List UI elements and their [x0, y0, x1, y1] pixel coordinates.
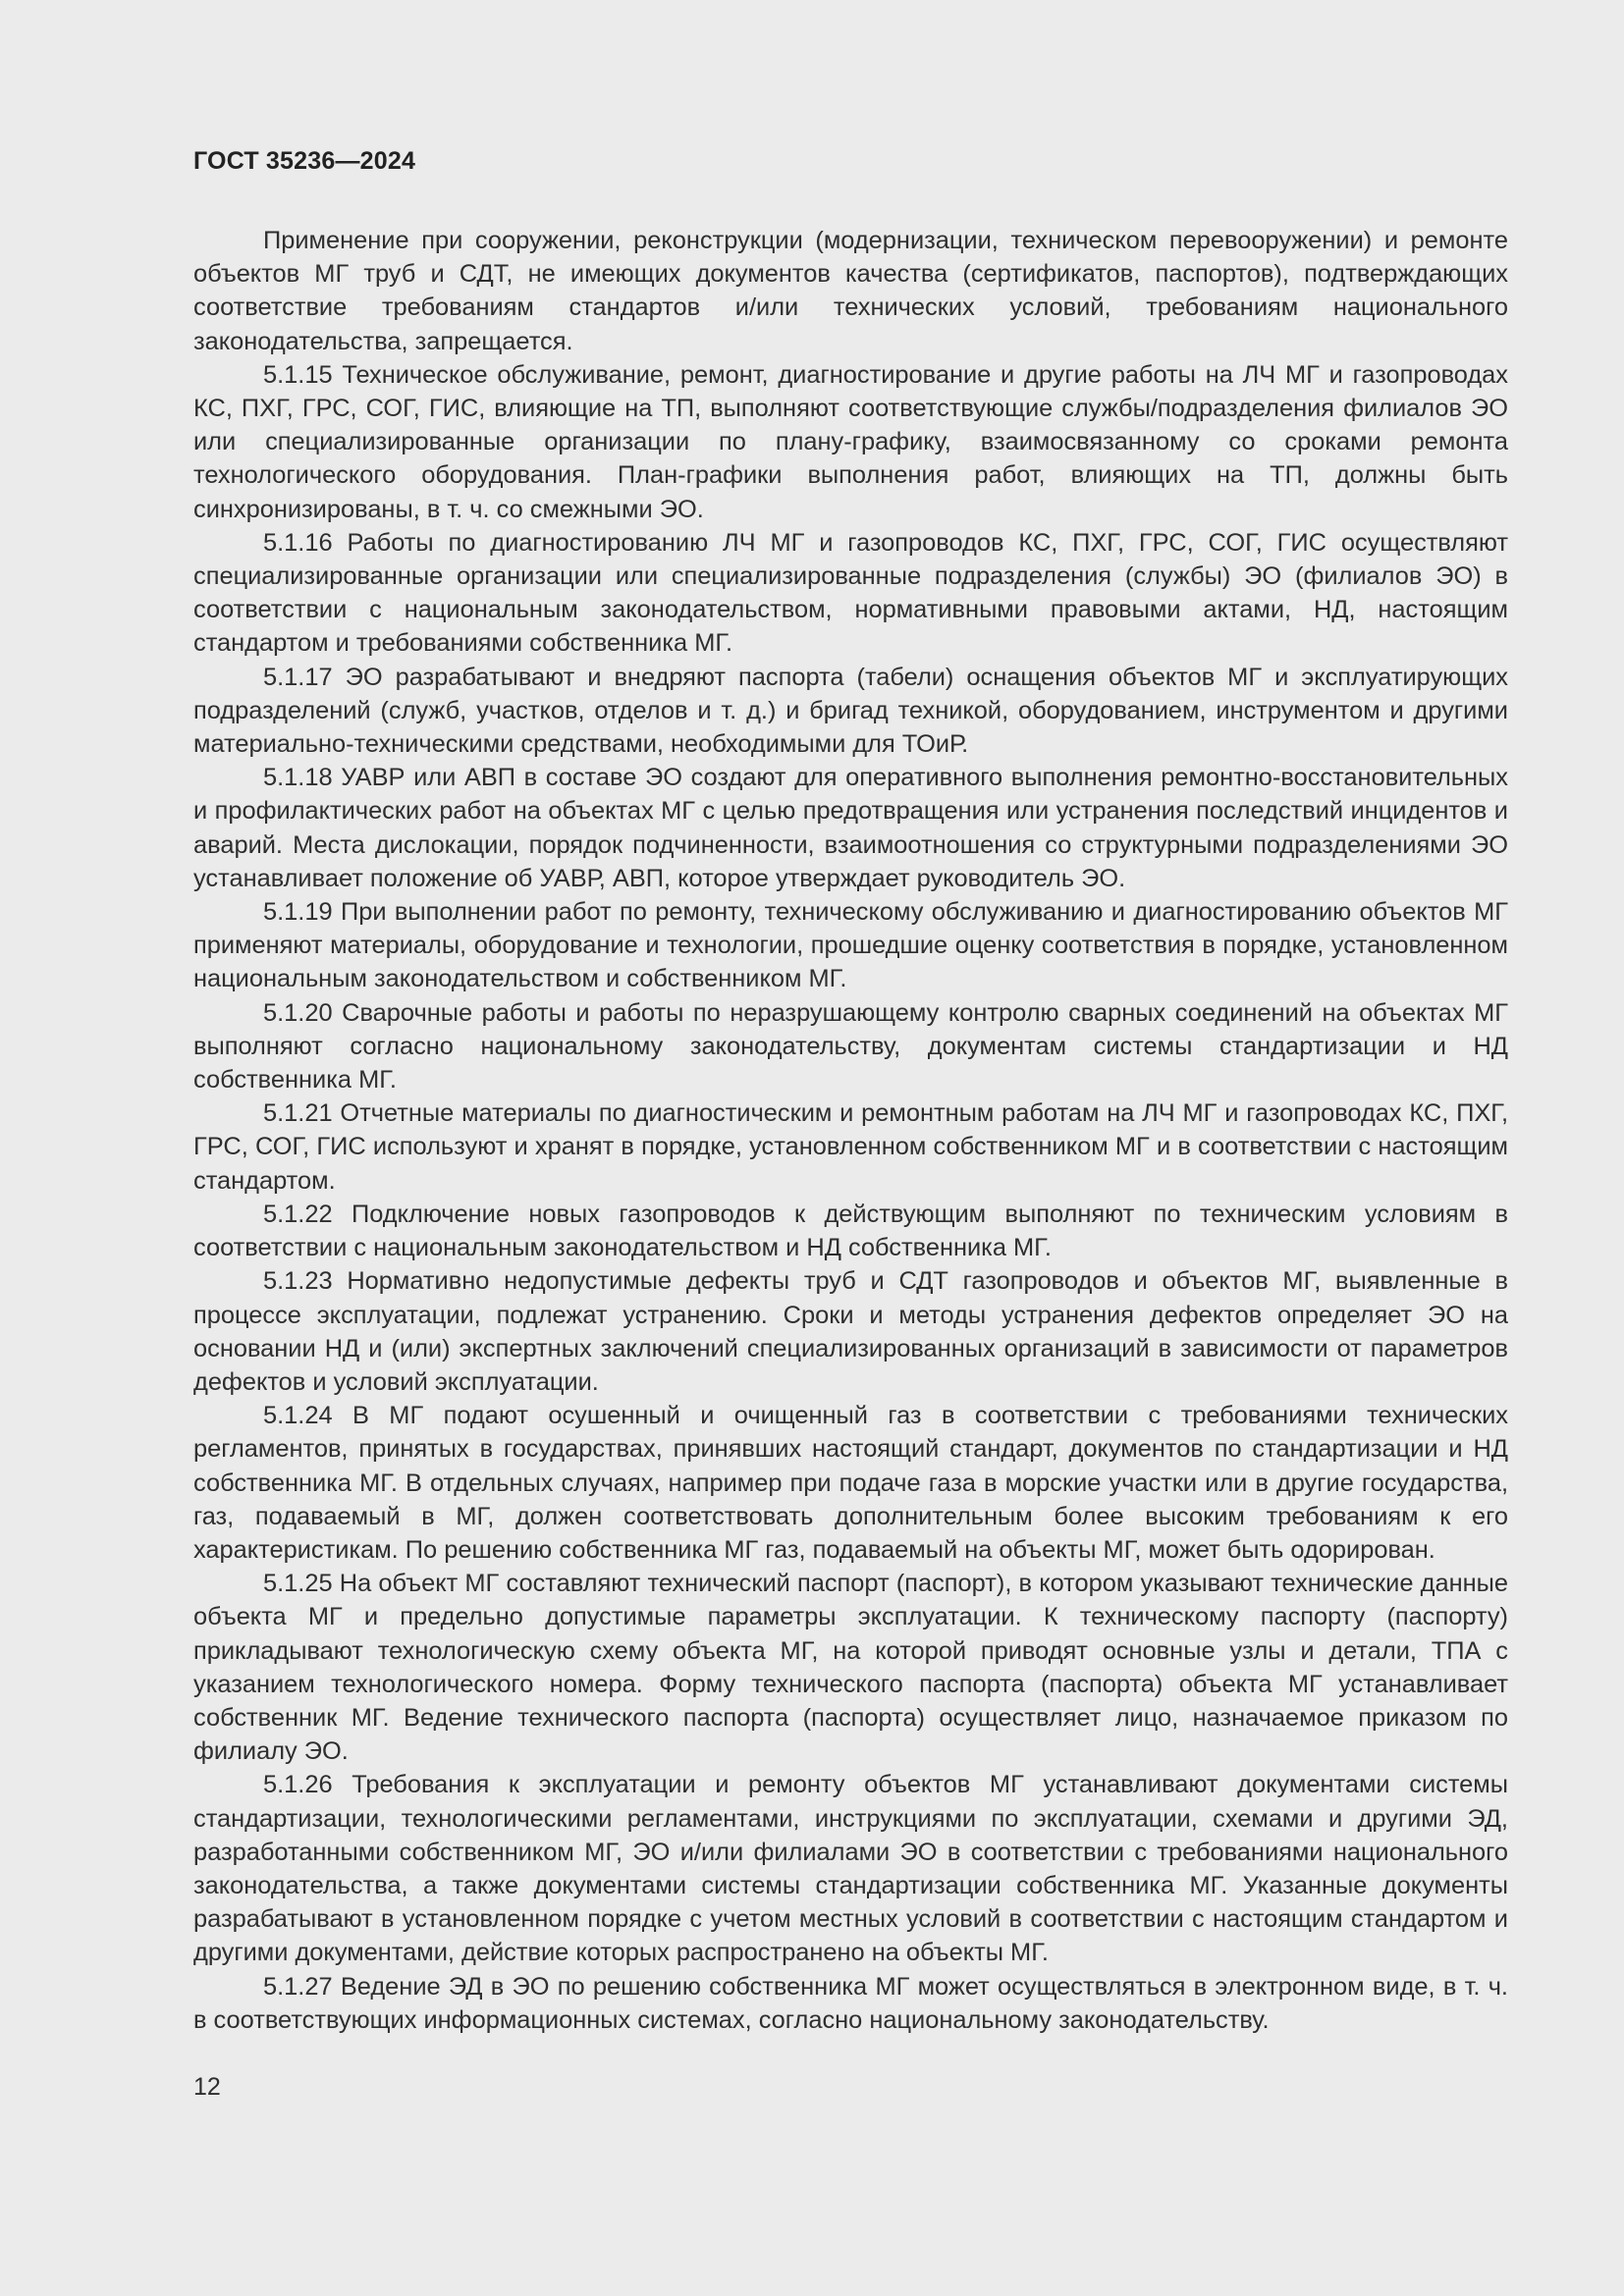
paragraph-5-1-25: 5.1.25 На объект МГ составляют технический паспорт (паспорт), в котором указывают технические данные объекта МГ и предельно допустимые параметры эксплуатации. К техническому паспорту (паспорту) прикладывают технологическую схему объекта МГ, на которой приводят основные узлы и детали, ТПА с указанием технологического номера. Форму технического паспорта (паспорта) объекта МГ устанавливает собственник МГ. Ведение технического паспорта (паспорта) осуществляет лицо, назначаемое приказом по филиалу ЭО.: [193, 1570, 1508, 1766]
paragraph-5-1-23: 5.1.23 Нормативно недопустимые дефекты труб и СДТ газопроводов и объектов МГ, выявленные в процессе эксплуатации, подлежат устранению. Сроки и методы устранения дефектов определяет ЭО на основании НД и (или) экспертных заключений специализированных организаций в зависимости от параметров дефектов и условий эксплуатации.: [193, 1267, 1508, 1396]
document-body: [193, 224, 1508, 2037]
paragraph-5-1-22: 5.1.22 Подключение новых газопроводов к действующим выполняют по техническим условиям в соответствии с национальным законодательством и НД собственника МГ.: [193, 1200, 1508, 1262]
paragraph-5-1-24: 5.1.24 В МГ подают осушенный и очищенный газ в соответствии с требованиями технических регламентов, принятых в государствах, принявших настоящий стандарт, документов по стандартизации и НД собственника МГ. В отдельных случаях, например при подаче газа в морские участки или в другие государства, газ, подаваемый в МГ, должен соответствовать дополнительным более высоким требованиям к его характеристикам. По решению собственника МГ газ, подаваемый на объекты МГ, может быть одорирован.: [193, 1402, 1508, 1564]
paragraph-intro: Применение при сооружении, реконструкции (модернизации, техническом перевооружении) и ремонте объектов МГ труб и СДТ, не имеющих документов качества (сертификатов, паспортов), подтверждающих соответствие требованиям стандартов и/или технических условий, требованиям национального законодательства, запрещается.: [193, 227, 1508, 355]
paragraph-5-1-26: 5.1.26 Требования к эксплуатации и ремонту объектов МГ устанавливают документами системы стандартизации, технологическими регламентами, инструкциями по эксплуатации, схемами и другими ЭД, разработанными собственником МГ, ЭО и/или филиалами ЭО в соответствии с требованиями национального законодательства, а также документами системы стандартизации собственника МГ. Указанные документы разрабатывают в установленном порядке с учетом местных условий в соответствии с настоящим стандартом и другими документами, действие которых распространено на объекты МГ.: [193, 1771, 1508, 1967]
page-number: 12: [193, 2073, 221, 2101]
paragraph-5-1-17: 5.1.17 ЭО разрабатывают и внедряют паспорта (табели) оснащения объектов МГ и эксплуатирующих подразделений (служб, участков, отделов и т. д.) и бригад техникой, оборудованием, инструментом и другими материально-техническими средствами, необходимыми для ТОиР.: [193, 663, 1508, 759]
paragraph-5-1-20: 5.1.20 Сварочные работы и работы по неразрушающему контролю сварных соединений на объектах МГ выполняют согласно национальному законодательству, документам системы стандартизации и НД собственника МГ.: [193, 998, 1508, 1095]
paragraph-5-1-21: 5.1.21 Отчетные материалы по диагностическим и ремонтным работам на ЛЧ МГ и газопроводах КС, ПХГ, ГРС, СОГ, ГИС используют и хранят в порядке, установленном собственником МГ и в соответствии с настоящим стандартом.: [193, 1099, 1508, 1195]
document-header: ГОСТ 35236—2024: [193, 147, 416, 175]
paragraph-5-1-19: 5.1.19 При выполнении работ по ремонту, техническому обслуживанию и диагностированию объектов МГ применяют материалы, оборудование и технологии, прошедшие оценку соответствия в порядке, установленном национальным законодательством и собственником МГ.: [193, 898, 1508, 993]
paragraph-5-1-15: 5.1.15 Техническое обслуживание, ремонт, диагностирование и другие работы на ЛЧ МГ и газопроводах КС, ПХГ, ГРС, СОГ, ГИС, влияющие на ТП, выполняют соответствующие службы/подразделения филиалов ЭО или специализированные организации по плану-графику, взаимосвязанному со сроками ремонта технологического оборудования. План-графики выполнения работ, влияющих на ТП, должны быть синхронизированы, в т. ч. со смежными ЭО.: [193, 360, 1508, 523]
paragraph-5-1-16: 5.1.16 Работы по диагностированию ЛЧ МГ и газопроводов КС, ПХГ, ГРС, СОГ, ГИС осуществляют специализированные организации или специализированные подразделения (службы) ЭО (филиалов ЭО) в соответствии с национальным законодательством, нормативными правовыми актами, НД, настоящим стандартом и требованиями собственника МГ.: [193, 528, 1508, 658]
paragraph-5-1-18: 5.1.18 УАВР или АВП в составе ЭО создают для оперативного выполнения ремонтно-восстановительных и профилактических работ на объектах МГ с целью предотвращения или устранения последствий инцидентов и аварий. Места дислокации, порядок подчиненности, взаимоотношения со структурными подразделениями ЭО устанавливает положение об УАВР, АВП, которое утверждает руководитель ЭО.: [193, 764, 1508, 892]
paragraph-5-1-27: 5.1.27 Ведение ЭД в ЭО по решению собственника МГ может осуществляться в электронном виде, в т. ч. в соответствующих информационных системах, согласно национальному законодательству.: [193, 1972, 1508, 2034]
